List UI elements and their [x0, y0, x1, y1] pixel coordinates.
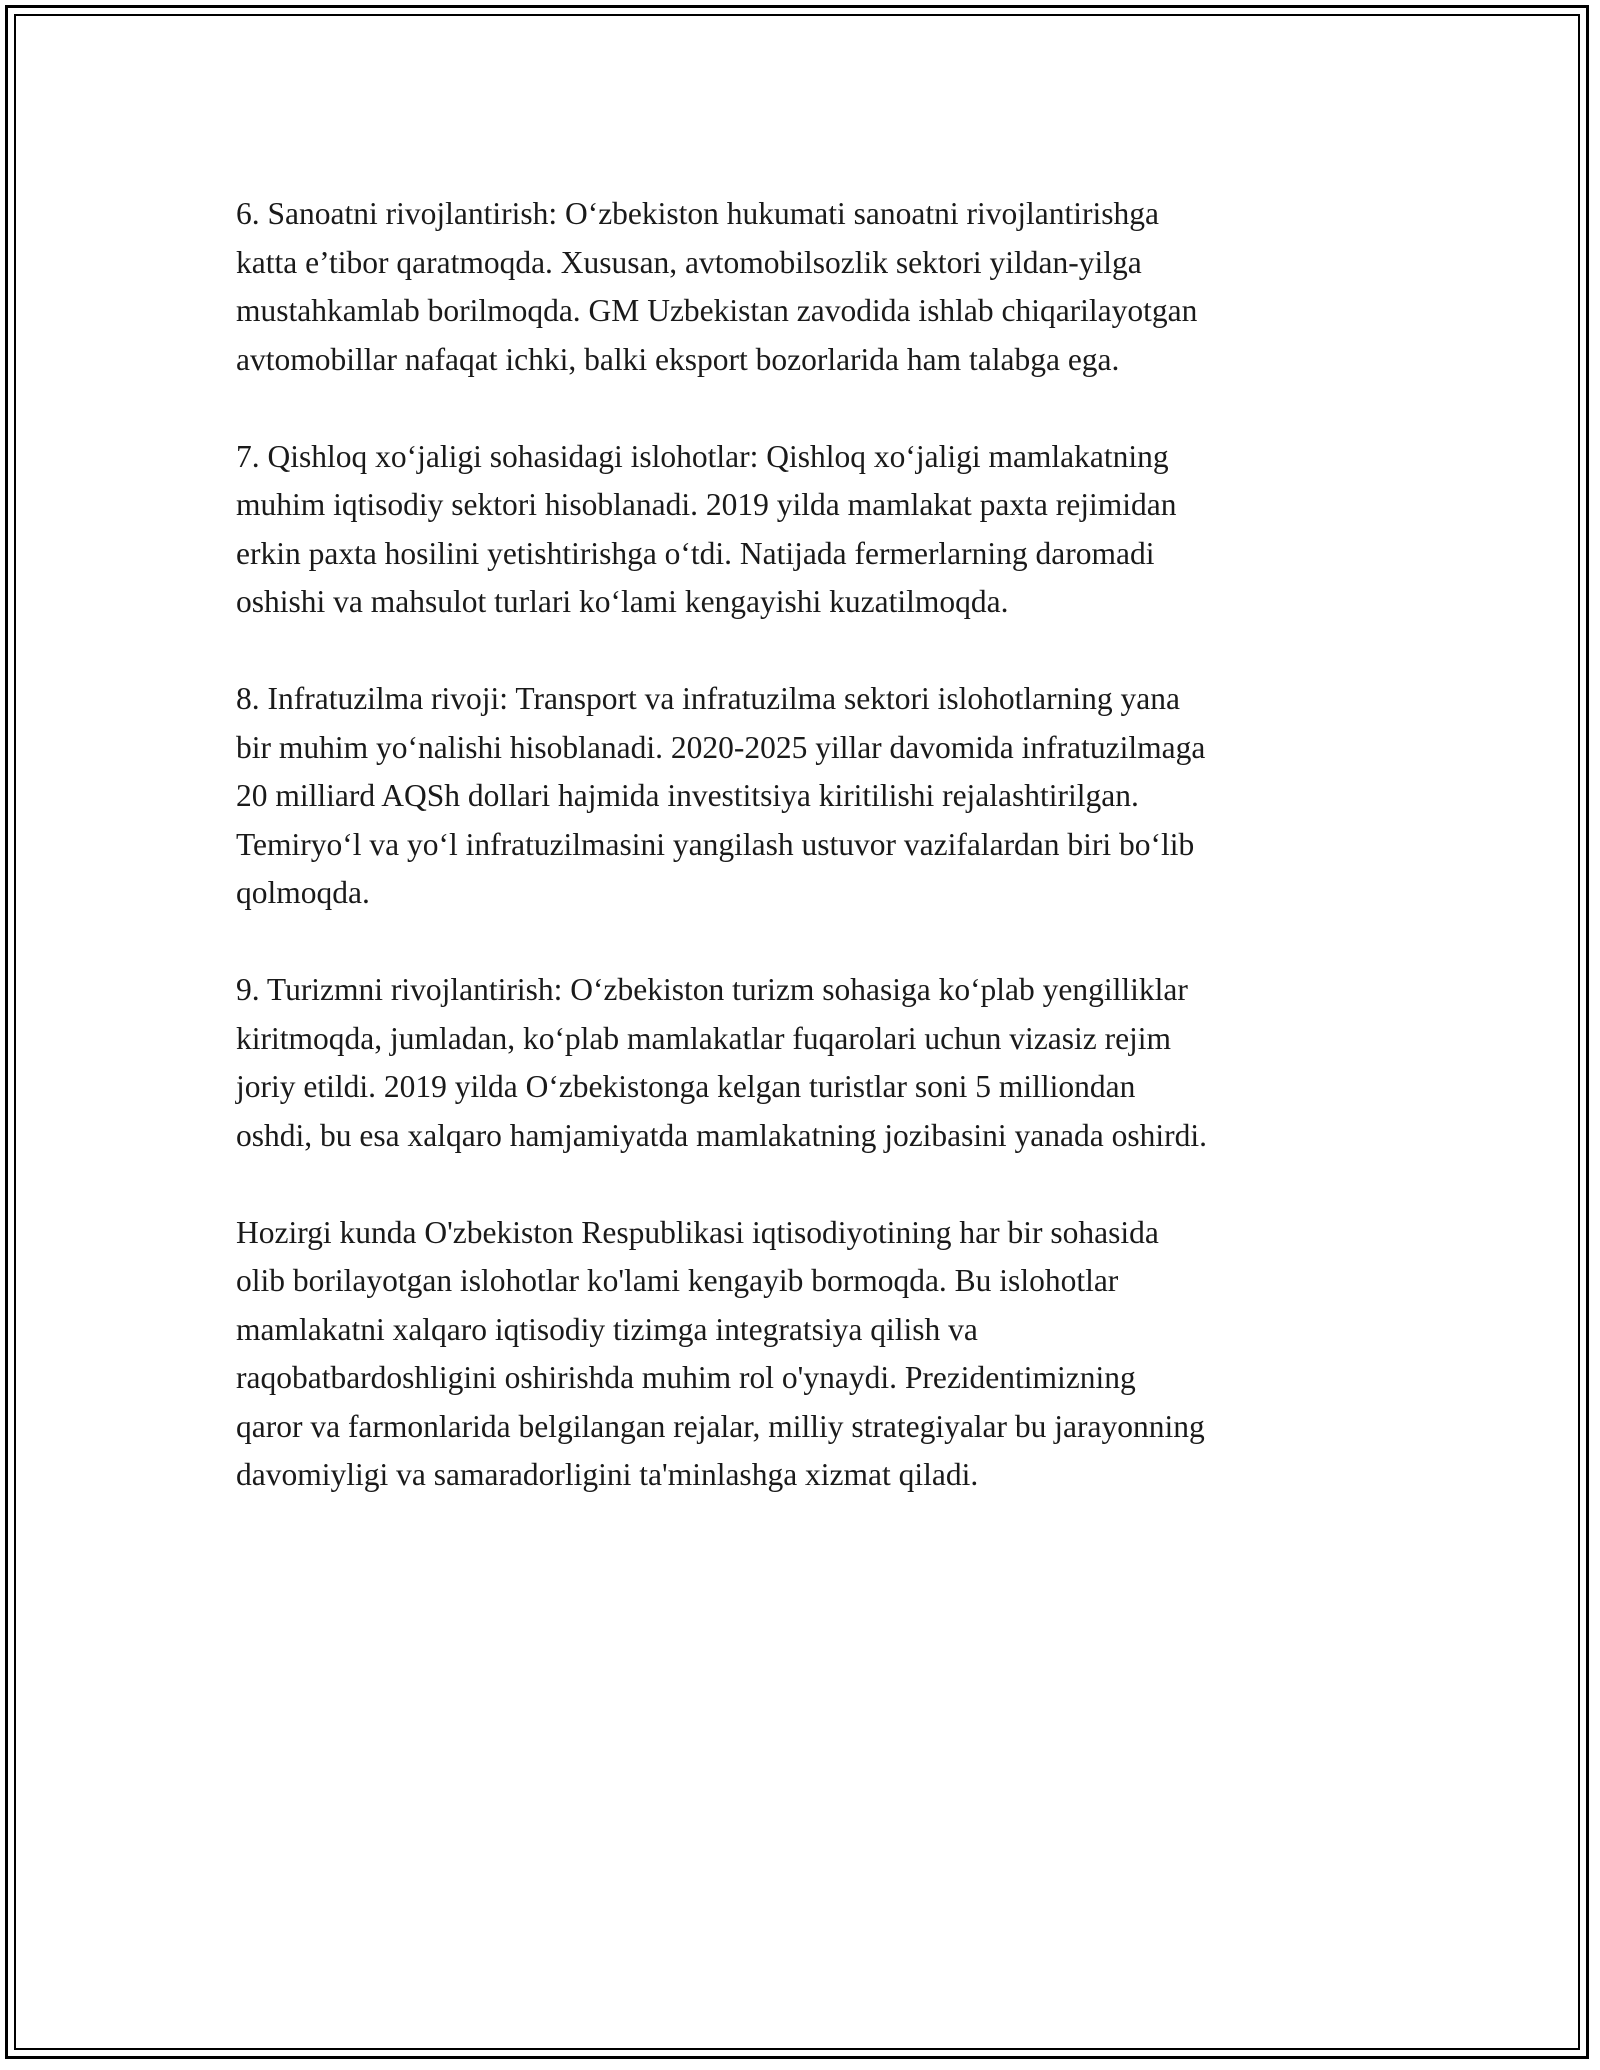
text-line: kiritmoqda, jumladan, ko‘plab mamlakatlar fuqarolari uchun vizasiz rejim [236, 1020, 1172, 1056]
text-line: qolmoqda. [236, 875, 370, 910]
text-line: mustahkamlab borilmoqda. GM Uzbekistan zavodida ishlab chiqarilayotgan [236, 293, 1198, 328]
text-line: Hozirgi kunda O'zbekiston Respublikasi iqtisodiyotining har bir sohasida [236, 1214, 1159, 1250]
text-line: 20 milliard AQSh dollari hajmida investitsiya kiritilishi rejalashtirilgan. [236, 778, 1139, 813]
text-line: joriy etildi. 2019 yilda O‘zbekistonga kelgan turistlar soni 5 milliondan [236, 1069, 1136, 1104]
paragraph-qishloq-xojaligi [236, 433, 1396, 627]
text-line: bir muhim yo‘nalishi hisoblanadi. 2020-2025 yillar davomida infratuzilmaga [236, 729, 1206, 765]
text-line: muhim iqtisodiy sektori hisoblanadi. 2019 yilda mamlakat paxta rejimidan [236, 487, 1177, 522]
document-body [236, 190, 1396, 1548]
text-line: katta e’tibor qaratmoqda. Xususan, avtomobilsozlik sektori yildan-yilga [236, 244, 1142, 280]
text-line: avtomobillar nafaqat ichki, balki eksport bozorlarida ham talabga ega. [236, 341, 1120, 377]
paragraph-turizm [236, 966, 1396, 1160]
text-line: 6. Sanoatni rivojlantirish: O‘zbekiston hukumati sanoatni rivojlantirishga [236, 196, 1159, 231]
text-line: Temiryo‘l va yo‘l infratuzilmasini yangilash ustuvor vazifalardan biri bo‘lib [236, 826, 1195, 862]
paragraph-sanoat [236, 190, 1396, 384]
text-line: davomiyligi va samaradorligini ta'minlashga xizmat qiladi. [236, 1457, 979, 1492]
text-line: 8. Infratuzilma rivoji: Transport va infratuzilma sektori islohotlarning yana [236, 681, 1180, 716]
text-line: raqobatbardoshligini oshirishda muhim rol o'ynaydi. Prezidentimizning [236, 1360, 1136, 1395]
paragraph-infratuzilma [236, 675, 1396, 918]
text-line: mamlakatni xalqaro iqtisodiy tizimga integratsiya qilish va [236, 1311, 978, 1347]
paragraph-xulosa [236, 1209, 1396, 1500]
text-line: olib borilayotgan islohotlar ko'lami kengayib bormoqda. Bu islohotlar [236, 1263, 1119, 1298]
text-line: 9. Turizmni rivojlantirish: O‘zbekiston turizm sohasiga ko‘plab yengilliklar [236, 972, 1188, 1007]
text-line: erkin paxta hosilini yetishtirishga o‘tdi. Natijada fermerlarning daromadi [236, 535, 1155, 571]
text-line: oshdi, bu esa xalqaro hamjamiyatda mamlakatning jozibasini yanada oshirdi. [236, 1117, 1207, 1153]
text-line: qaror va farmonlarida belgilangan rejalar, milliy strategiyalar bu jarayonning [236, 1408, 1205, 1444]
text-line: 7. Qishloq xo‘jaligi sohasidagi islohotlar: Qishloq xo‘jaligi mamlakatning [236, 438, 1169, 474]
text-line: oshishi va mahsulot turlari ko‘lami kengayishi kuzatilmoqda. [236, 584, 1009, 619]
